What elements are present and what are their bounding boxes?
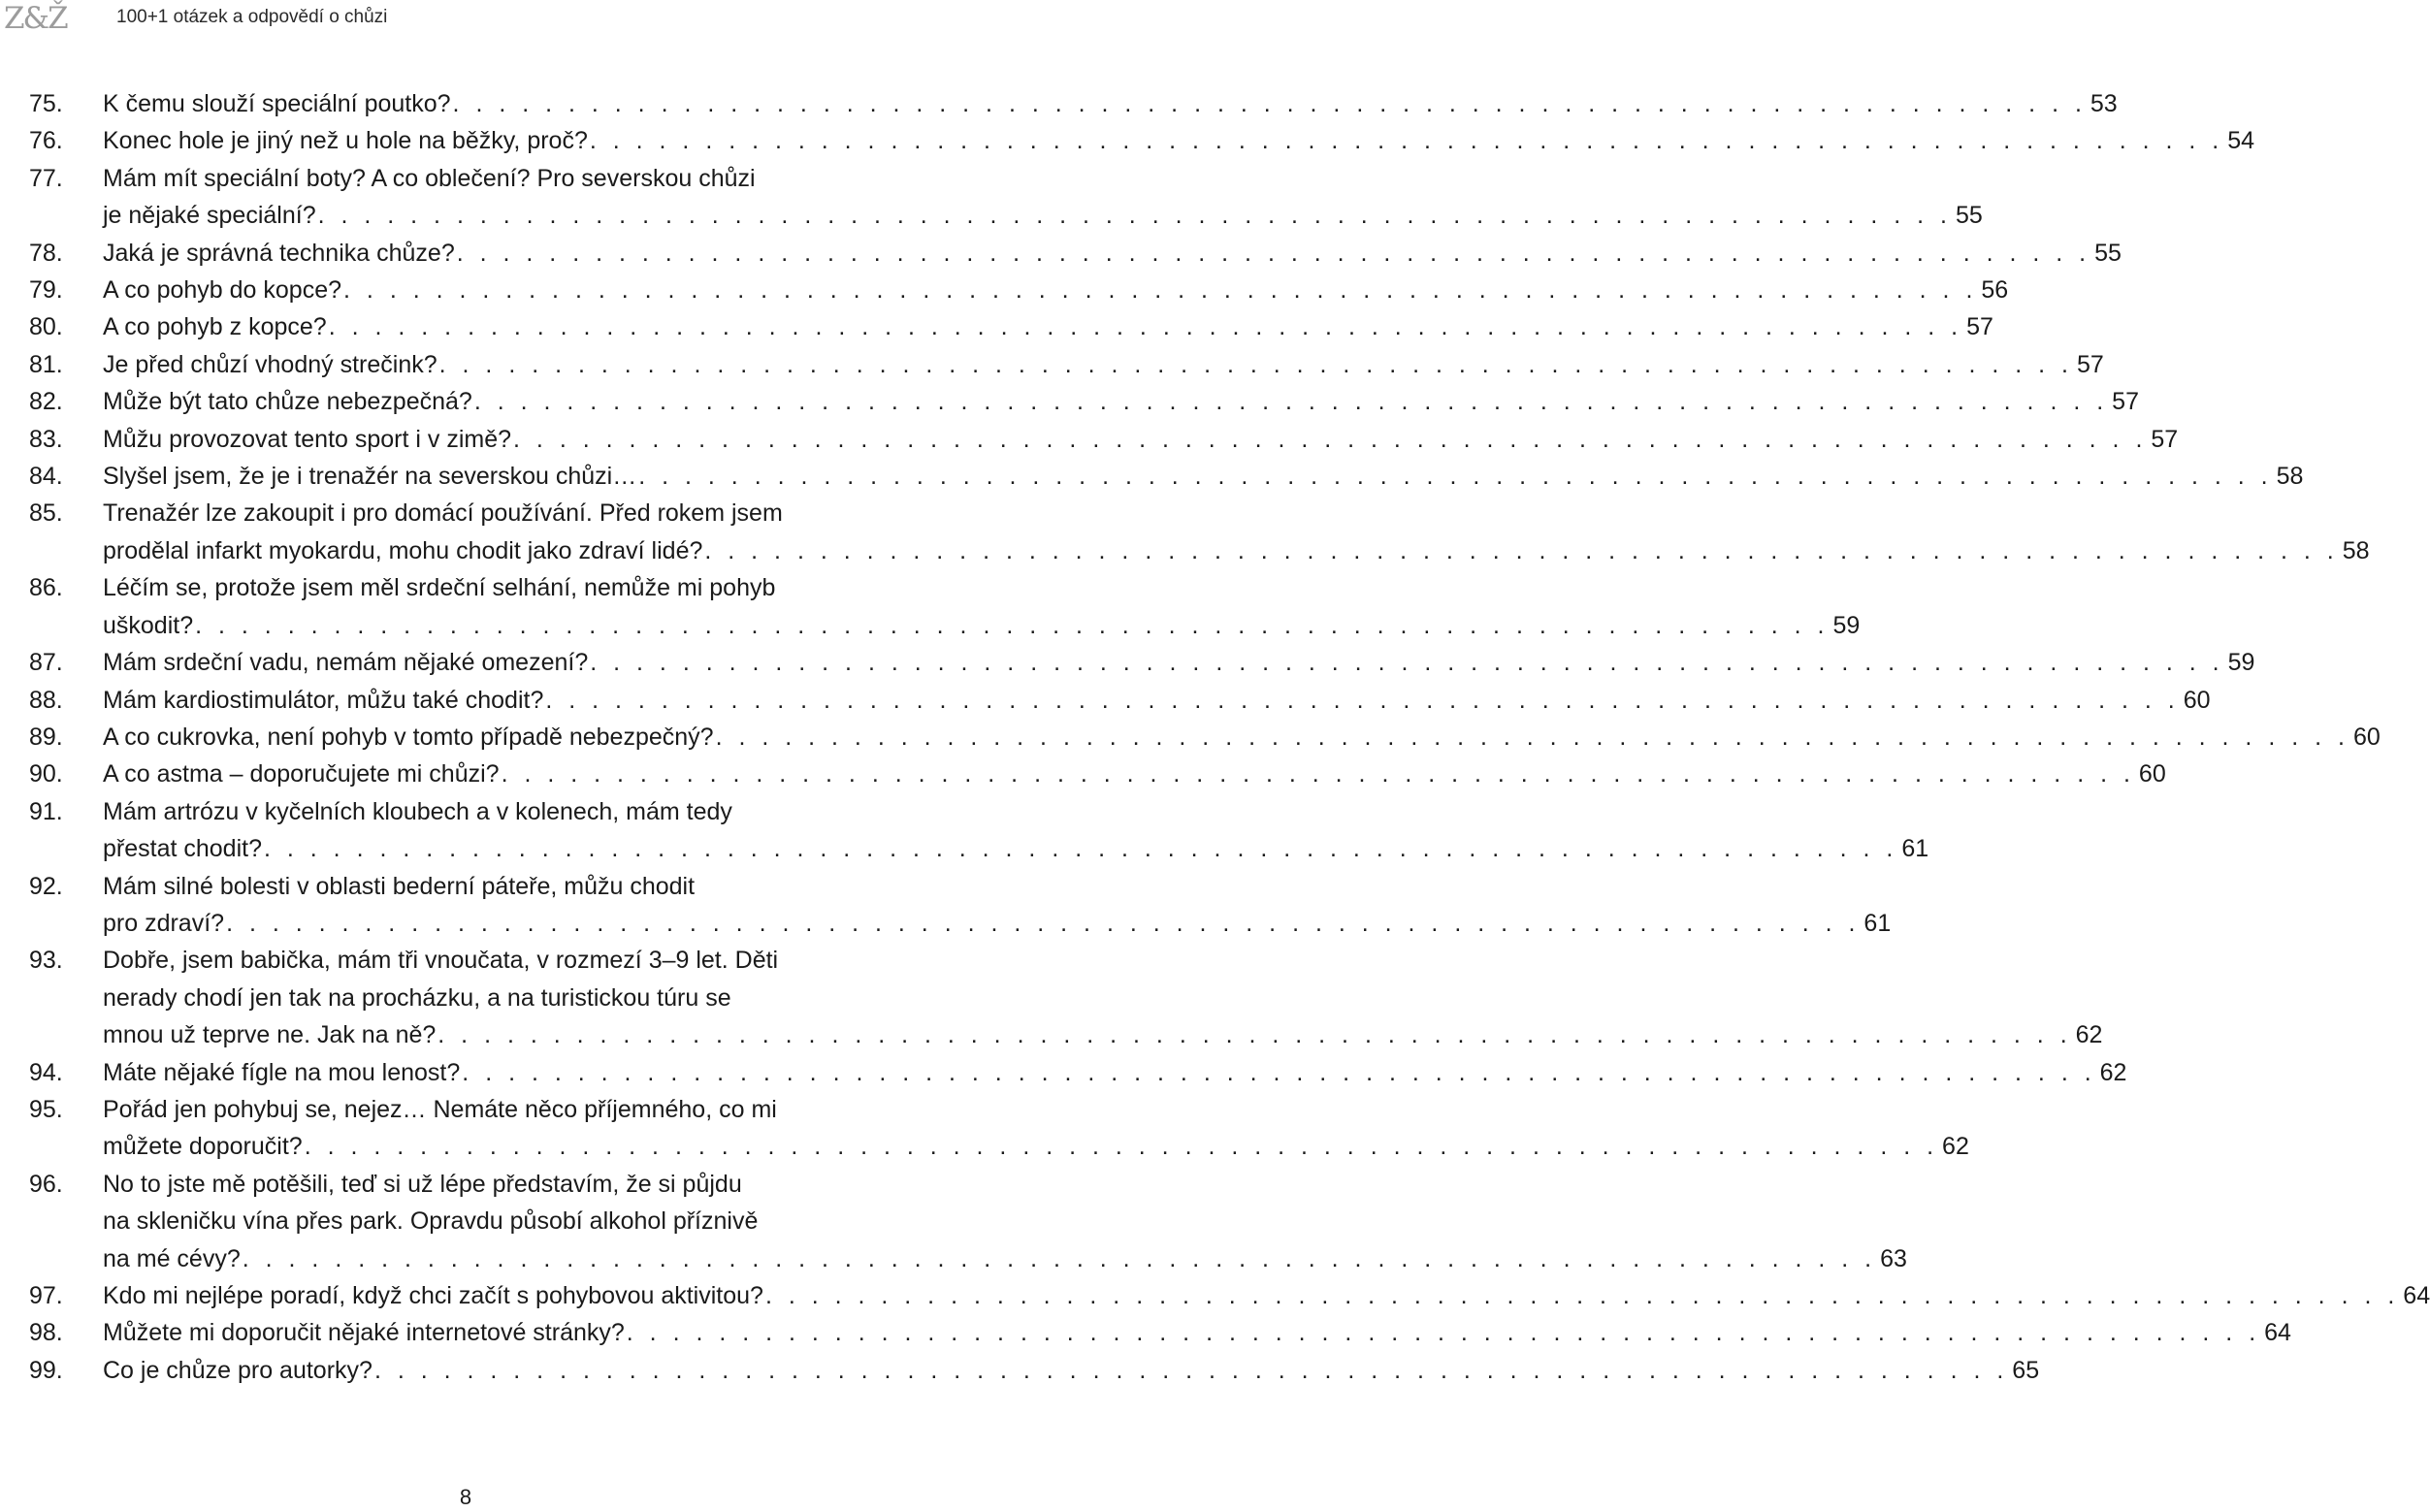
toc-entry-text: Trenažér lze zakoupit i pro domácí používání. Před rokem jsem (103, 499, 783, 528)
toc-entry-line (103, 495, 925, 531)
dot-leader: . . . . . . . . . . . . . . . . . . . . . . . . . . . . . . . . . . . . . . . . . . . . . . . . . . . . . . . . . . . . . . . . . . . . . . . (715, 723, 2349, 751)
toc-entry[interactable] (0, 868, 1892, 943)
toc-entry[interactable] (0, 756, 2166, 792)
toc-entry-number: 92. (29, 872, 63, 900)
toc-entry[interactable] (0, 682, 2211, 719)
toc-entry-page: 57 (2151, 425, 2179, 453)
toc-entry-page: 56 (1981, 276, 2009, 305)
toc-entry-number: 95. (29, 1095, 63, 1123)
toc-entry-title (103, 122, 2255, 159)
toc-entry-page: 53 (2090, 90, 2118, 117)
toc-entry[interactable] (0, 160, 1983, 235)
toc-entry-line (103, 1016, 2103, 1053)
toc-entry-title (103, 346, 2104, 383)
toc-entry-number: 97. (29, 1282, 63, 1309)
toc-entry-text: No to jste mě potěšili, teď si už lépe představím, že si půjdu (103, 1170, 742, 1198)
toc-entry-text: mnou už teprve ne. Jak na ně? (103, 1021, 437, 1049)
toc-entry[interactable] (0, 942, 2103, 1053)
dot-leader: . . . . . . . . . . . . . . . . . . . . . . . . . . . . . . . . . . . . . . . . . . . . . . . . . . . . . . . . . . . . . . . . . . . . . . . (226, 909, 1861, 937)
toc-entry-number: 80. (29, 313, 63, 341)
toc-entry-line (103, 1091, 925, 1128)
toc-entry-page: 60 (2138, 760, 2166, 788)
toc-entry-text: A co pohyb z kopce? (103, 313, 327, 341)
toc-entry-line (103, 756, 2166, 792)
toc-entry-title (103, 644, 2255, 681)
dot-leader: . . . . . . . . . . . . . . . . . . . . . . . . . . . . . . . . . . . . . . . . . . . . . . . . . . . . . . . . . . . . . . . . . . . . . . . (764, 1282, 2400, 1309)
toc-entry-line (103, 383, 2139, 420)
toc-entry[interactable] (0, 1091, 1969, 1166)
dot-leader: . . . . . . . . . . . . . . . . . . . . . . . . . . . . . . . . . . . . . . . . . . . . . . . . . . . . . . . . . . . . . . . . . . . . . . . (513, 425, 2148, 453)
toc-entry-text: Co je chůze pro autorky? (103, 1356, 373, 1384)
dot-leader: . . . . . . . . . . . . . . . . . . . . . . . . . . . . . . . . . . . . . . . . . . . . . . . . . . . . . . . . . . . . . . . . . . . . . . . (626, 1319, 2261, 1347)
toc-entry-page: 55 (2094, 239, 2122, 267)
toc-entry-text: Mám artrózu v kyčelních kloubech a v kolenech, mám tedy (103, 797, 732, 825)
dot-leader: . . . . . . . . . . . . . . . . . . . . . . . . . . . . . . . . . . . . . . . . . . . . . . . . . . . . . . . . . . . . . . . . . . . . . . . (473, 388, 2109, 416)
toc-entry-text: pro zdraví? (103, 909, 225, 937)
toc-entry-line (103, 793, 925, 830)
toc-entry-line (103, 532, 2370, 569)
toc-entry-number: 81. (29, 350, 63, 378)
toc-entry-line (103, 607, 1861, 644)
toc-entry[interactable] (0, 495, 2370, 569)
toc-entry-number: 90. (29, 760, 63, 788)
toc-entry-text: Mám silné bolesti v oblasti bederní páteře, můžu chodit (103, 872, 696, 900)
toc-entry-line (103, 644, 2255, 681)
toc-entry-number: 91. (29, 797, 63, 825)
toc-entry-title (103, 458, 2304, 495)
toc-entry-page: 65 (2012, 1356, 2040, 1384)
toc-entry-page: 61 (1863, 909, 1892, 937)
toc-entry-line (103, 85, 2118, 122)
toc-entry-title (103, 682, 2211, 719)
dot-leader: . . . . . . . . . . . . . . . . . . . . . . . . . . . . . . . . . . . . . . . . . . . . . . . . . . . . . . . . . . . . . . . . . . . . . . . (343, 276, 1978, 305)
dot-leader: . . . . . . . . . . . . . . . . . . . . . . . . . . . . . . . . . . . . . . . . . . . . . . . . . . . . . . . . . . . . . . . . . . . . . . . (545, 686, 2180, 714)
toc-entry-title (103, 160, 1983, 235)
toc-entry-text: Konec hole je jiný než u hole na běžky, proč? (103, 127, 588, 155)
toc-entry-number: 94. (29, 1058, 63, 1086)
toc-entry-text: Můžu provozovat tento sport i v zimě? (103, 425, 512, 453)
toc-entry-page: 58 (2342, 536, 2370, 564)
toc-entry-line (103, 122, 2255, 159)
toc-entry-line (103, 569, 925, 606)
toc-entry[interactable] (0, 458, 2304, 495)
toc-entry-text: Mám srdeční vadu, nemám nějaké omezení? (103, 649, 589, 677)
toc-entry-page: 54 (2227, 127, 2255, 155)
toc-entry-line (103, 682, 2211, 719)
toc-entry-line (103, 830, 1929, 867)
toc-entry-number: 86. (29, 574, 63, 602)
toc-entry[interactable] (0, 719, 2381, 756)
toc-entry[interactable] (0, 1352, 2040, 1389)
toc-entry-title (103, 793, 1929, 868)
dot-leader: . . . . . . . . . . . . . . . . . . . . . . . . . . . . . . . . . . . . . . . . . . . . . . . . . . . . . . . . . . . . . . . . . . . . . . . (452, 90, 2087, 117)
toc-entry-page: 57 (2112, 388, 2139, 416)
dot-leader: . . . . . . . . . . . . . . . . . . . . . . . . . . . . . . . . . . . . . . . . . . . . . . . . . . . . . . . . . . . . . . . . . . . . . . . (438, 350, 2073, 378)
toc-entry-title (103, 868, 1892, 943)
toc-entry-text: Slyšel jsem, že je i trenažér na severskou chůzi… (103, 463, 637, 491)
toc-entry-text: nerady chodí jen tak na procházku, a na turistickou túru se (103, 983, 731, 1012)
toc-entry-title (103, 1054, 2127, 1091)
dot-leader: . . . . . . . . . . . . . . . . . . . . . . . . . . . . . . . . . . . . . . . . . . . . . . . . . . . . . . . . . . . . . . . . . . . . . . . (437, 1021, 2072, 1049)
toc-entry-page: 63 (1880, 1244, 1907, 1272)
logo-text: Z&Ž (4, 1, 67, 36)
toc-entry-line (103, 458, 2304, 495)
dot-leader: . . . . . . . . . . . . . . . . . . . . . . . . . . . . . . . . . . . . . . . . . . . . . . . . . . . . . . . . . . . . . . . . . . . . . . . (328, 313, 1963, 341)
toc-entry[interactable] (0, 644, 2255, 681)
toc-entry-page: 64 (2264, 1319, 2291, 1347)
toc-entry[interactable] (0, 793, 1929, 868)
page-header (0, 0, 931, 39)
toc-entry-line (103, 272, 2009, 308)
toc-entry-text: Můžete mi doporučit nějaké internetové stránky? (103, 1319, 625, 1347)
toc-entry-text: Dobře, jsem babička, mám tři vnoučata, v rozmezí 3–9 let. Děti (103, 947, 779, 975)
dot-leader: . . . . . . . . . . . . . . . . . . . . . . . . . . . . . . . . . . . . . . . . . . . . . . . . . . . . . . . . . . . . . . . . . . . . . . . (638, 463, 2273, 491)
page-number: 8 (459, 1485, 472, 1509)
dot-leader: . . . . . . . . . . . . . . . . . . . . . . . . . . . . . . . . . . . . . . . . . . . . . . . . . . . . . . . . . . . . . . . . . . . . . . . (462, 1058, 2096, 1086)
toc-entry-line (103, 160, 925, 197)
toc-entry-page: 62 (2075, 1021, 2103, 1049)
toc-entry[interactable] (0, 421, 2179, 458)
toc-entry[interactable] (0, 346, 2104, 383)
toc-entry-line (103, 197, 1983, 234)
toc-entry-page: 59 (2227, 649, 2255, 677)
toc-entry-page: 55 (1955, 202, 1983, 230)
toc-entry-line (103, 308, 1993, 345)
toc-entry[interactable] (0, 235, 2122, 272)
toc-entry-text: K čemu slouží speciální poutko? (103, 90, 451, 117)
dot-leader: . . . . . . . . . . . . . . . . . . . . . . . . . . . . . . . . . . . . . . . . . . . . . . . . . . . . . . . . . . . . . . . . . . . . . . . (704, 536, 2339, 564)
toc-entry[interactable] (0, 308, 1993, 345)
toc-entry-text: je nějaké speciální? (103, 202, 316, 230)
toc-entry[interactable] (0, 122, 2255, 159)
toc-entry-title (103, 756, 2166, 792)
toc-entry-line (103, 1203, 925, 1239)
toc-entry[interactable] (0, 569, 1861, 644)
toc-entry-page: 60 (2183, 686, 2211, 714)
toc-entry-number: 83. (29, 425, 63, 453)
toc-entry-number: 98. (29, 1319, 63, 1347)
toc-entry-number: 93. (29, 947, 63, 975)
toc-entry-title (103, 1166, 1907, 1277)
toc-entry-number: 99. (29, 1356, 63, 1384)
toc-entry-number: 85. (29, 499, 63, 528)
toc-entry-text: můžete doporučit? (103, 1133, 303, 1161)
toc-entry-line (103, 905, 1892, 942)
toc-entry-page: 62 (1942, 1133, 1969, 1161)
toc-entry-line (103, 235, 2122, 272)
toc-entry-page: 57 (1966, 313, 1993, 341)
publisher-logo (4, 2, 67, 35)
toc-entry-line (103, 1054, 2127, 1091)
toc-entry-text: Léčím se, protože jsem měl srdeční selhání, nemůže mi pohyb (103, 574, 776, 602)
dot-leader: . . . . . . . . . . . . . . . . . . . . . . . . . . . . . . . . . . . . . . . . . . . . . . . . . . . . . . . . . . . . . . . . . . . . . . . (589, 127, 2224, 155)
toc-entry-line (103, 719, 2381, 756)
dot-leader: . . . . . . . . . . . . . . . . . . . . . . . . . . . . . . . . . . . . . . . . . . . . . . . . . . . . . . . . . . . . . . . . . . . . . . . (264, 835, 1898, 863)
toc-entry-page: 59 (1832, 611, 1861, 639)
toc-entry-text: na mé cévy? (103, 1244, 241, 1272)
toc-entry-text: Pořád jen pohybuj se, nejez… Nemáte něco příjemného, co mi (103, 1095, 777, 1123)
dot-leader: . . . . . . . . . . . . . . . . . . . . . . . . . . . . . . . . . . . . . . . . . . . . . . . . . . . . . . . . . . . . . . . . . . . . . . . (373, 1356, 2009, 1384)
toc-entry-title (103, 569, 1861, 644)
toc-entry-line (103, 942, 925, 979)
toc-entry-line (103, 1352, 2040, 1389)
dot-leader: . . . . . . . . . . . . . . . . . . . . . . . . . . . . . . . . . . . . . . . . . . . . . . . . . . . . . . . . . . . . . . . . . . . . . . . (501, 760, 2135, 788)
toc-entry-text: na skleničku vína přes park. Opravdu působí alkohol příznivě (103, 1207, 759, 1236)
toc-entry-title (103, 235, 2122, 272)
toc-entry-text: přestat chodit? (103, 835, 262, 863)
toc-entry-title (103, 1352, 2040, 1389)
dot-leader: . . . . . . . . . . . . . . . . . . . . . . . . . . . . . . . . . . . . . . . . . . . . . . . . . . . . . . . . . . . . . . . . . . . . . . . (304, 1133, 1939, 1161)
toc-entry-title (103, 1314, 2291, 1351)
toc-entry-number: 88. (29, 686, 63, 714)
toc-entry[interactable] (0, 383, 2139, 420)
toc-entry-page: 58 (2276, 463, 2304, 491)
toc-entry-page: 62 (2099, 1058, 2127, 1086)
toc-entry-page: 57 (2077, 350, 2104, 378)
toc-entry-text: Máte nějaké fígle na mou lenost? (103, 1058, 461, 1086)
toc-entry-title (103, 383, 2139, 420)
toc-entry-number: 87. (29, 649, 63, 677)
toc-entry-title (103, 85, 2118, 122)
toc-entry-page: 64 (2403, 1282, 2430, 1309)
toc-entry-title (103, 495, 2370, 569)
toc-entry-number: 77. (29, 164, 63, 192)
toc-entry-title (103, 719, 2381, 756)
toc-entry-number: 96. (29, 1170, 63, 1198)
toc-entry-text: Je před chůzí vhodný strečink? (103, 350, 437, 378)
toc-entry-text: prodělal infarkt myokardu, mohu chodit jako zdraví lidé? (103, 536, 703, 564)
dot-leader: . . . . . . . . . . . . . . . . . . . . . . . . . . . . . . . . . . . . . . . . . . . . . . . . . . . . . . . . . . . . . . . . . . . . . . . (242, 1244, 1877, 1272)
toc-entry[interactable] (0, 272, 2009, 308)
toc-entry-line (103, 1314, 2291, 1351)
toc-entry-page: 60 (2352, 723, 2381, 751)
toc-entry-line (103, 980, 925, 1016)
toc-entry-number: 82. (29, 388, 63, 416)
toc-entry-title (103, 1277, 2430, 1314)
toc-entry[interactable] (0, 1277, 2430, 1314)
toc-entry-text: A co astma – doporučujete mi chůzi? (103, 760, 500, 788)
toc-entry-text: Může být tato chůze nebezpečná? (103, 388, 472, 416)
toc-entry[interactable] (0, 1054, 2127, 1091)
toc-entry-line (103, 1277, 2430, 1314)
toc-entry-text: uškodit? (103, 611, 194, 639)
toc-entry-number: 84. (29, 463, 63, 491)
dot-leader: . . . . . . . . . . . . . . . . . . . . . . . . . . . . . . . . . . . . . . . . . . . . . . . . . . . . . . . . . . . . . . . . . . . . . . . (456, 239, 2091, 267)
running-title: 100+1 otázek a odpovědí o chůzi (116, 7, 388, 27)
toc-entry-line (103, 421, 2179, 458)
toc-entry-text: A co pohyb do kopce? (103, 276, 342, 305)
toc-entry-page: 61 (1901, 835, 1929, 863)
toc-entry-line (103, 346, 2104, 383)
toc-entry-text: Kdo mi nejlépe poradí, když chci začít s pohybovou aktivitou? (103, 1282, 763, 1309)
dot-leader: . . . . . . . . . . . . . . . . . . . . . . . . . . . . . . . . . . . . . . . . . . . . . . . . . . . . . . . . . . . . . . . . . . . . . . . (317, 202, 1952, 230)
toc-entry-title (103, 308, 1993, 345)
toc-entry[interactable] (0, 85, 2118, 122)
toc-entry-title (103, 421, 2179, 458)
toc-entry-line (103, 1240, 1907, 1277)
toc-entry-line (103, 1166, 925, 1203)
toc-entry-title (103, 942, 2103, 1053)
toc-entry-number: 75. (29, 90, 63, 117)
toc-entry-text: Jaká je správná technika chůze? (103, 239, 455, 267)
toc-entry[interactable] (0, 1314, 2291, 1351)
toc-entry-number: 89. (29, 723, 63, 751)
toc-entry-text: Mám kardiostimulátor, můžu také chodit? (103, 686, 544, 714)
toc-entry-number: 78. (29, 239, 63, 267)
toc-entry-line (103, 868, 925, 905)
toc-entry-text: Mám mít speciální boty? A co oblečení? Pro severskou chůzi (103, 164, 756, 192)
toc-entry-number: 79. (29, 276, 63, 305)
toc-entry[interactable] (0, 1166, 1907, 1277)
toc-entry-title (103, 272, 2009, 308)
toc-entry-number: 76. (29, 127, 63, 155)
table-of-contents (0, 85, 2430, 1389)
dot-leader: . . . . . . . . . . . . . . . . . . . . . . . . . . . . . . . . . . . . . . . . . . . . . . . . . . . . . . . . . . . . . . . . . . . . . . . (195, 611, 1830, 639)
toc-entry-line (103, 1128, 1969, 1165)
toc-entry-title (103, 1091, 1969, 1166)
toc-entry-text: A co cukrovka, není pohyb v tomto případě nebezpečný? (103, 723, 714, 751)
dot-leader: . . . . . . . . . . . . . . . . . . . . . . . . . . . . . . . . . . . . . . . . . . . . . . . . . . . . . . . . . . . . . . . . . . . . . . . (590, 649, 2224, 677)
